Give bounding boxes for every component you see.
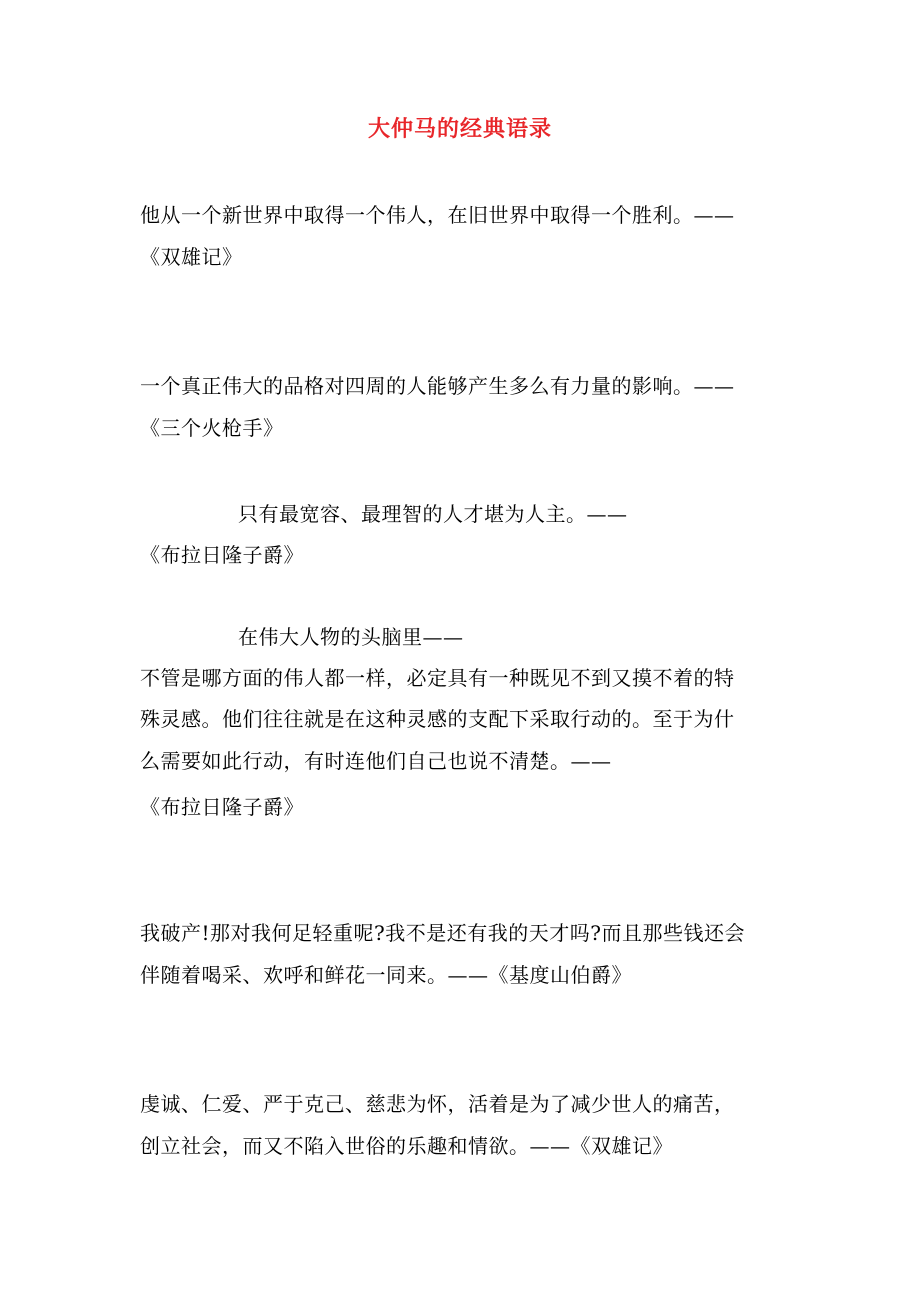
quote-4-line-1: 在伟大人物的头脑里—— <box>238 625 464 649</box>
quote-4-line-4: 么需要如此行动，有时连他们自己也说不清楚。—— <box>140 749 612 773</box>
quote-2-line-1: 一个真正伟大的品格对四周的人能够产生多么有力量的影响。—— <box>140 374 735 398</box>
quote-6-line-1: 虔诚、仁爱、严于克己、慈悲为怀，活着是为了减少世人的痛苦， <box>140 1092 735 1116</box>
quote-5-line-1: 我破产!那对我何足轻重呢?我不是还有我的天才吗?而且那些钱还会 <box>140 921 745 945</box>
quote-5-line-2: 伴随着喝采、欢呼和鲜花一同来。——《基度山伯爵》 <box>140 963 632 987</box>
quote-1-source: 《双雄记》 <box>140 245 243 269</box>
quote-2-source: 《三个火枪手》 <box>140 416 284 440</box>
quote-6-line-2: 创立社会，而又不陷入世俗的乐趣和情欲。——《双雄记》 <box>140 1134 673 1158</box>
quote-4-source: 《布拉日隆子爵》 <box>140 795 304 819</box>
quote-4-line-2: 不管是哪方面的伟人都一样，必定具有一种既见不到又摸不着的特 <box>140 666 735 690</box>
quote-1-line-1: 他从一个新世界中取得一个伟人，在旧世界中取得一个胜利。—— <box>140 203 735 227</box>
quote-3-line-1: 只有最宽容、最理智的人才堪为人主。—— <box>238 502 628 526</box>
document-title: 大仲马的经典语录 <box>367 116 552 142</box>
quote-4-line-3: 殊灵感。他们往往就是在这种灵感的支配下采取行动的。至于为什 <box>140 707 735 731</box>
quote-3-source: 《布拉日隆子爵》 <box>140 543 304 567</box>
